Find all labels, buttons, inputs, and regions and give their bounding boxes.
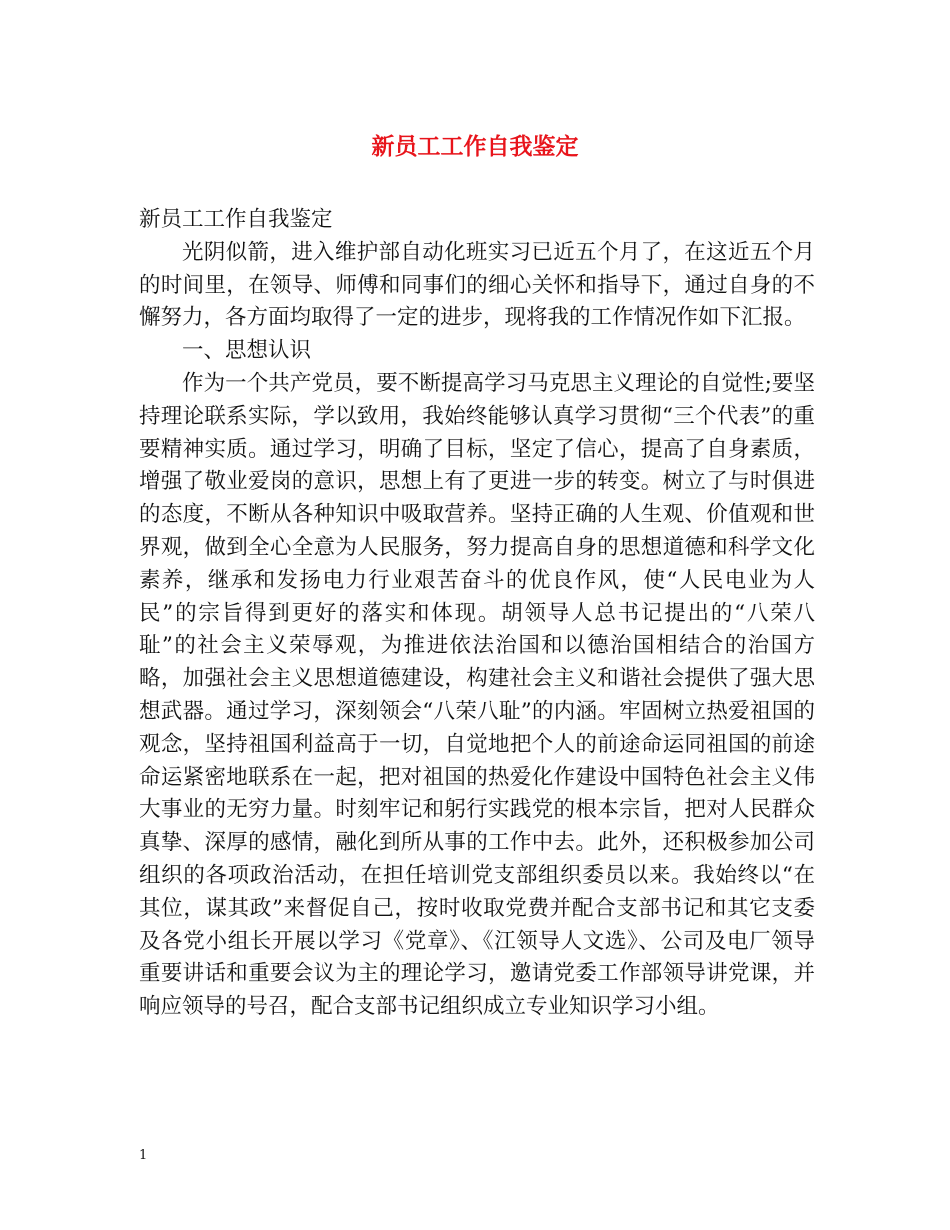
- document-body: [139, 204, 815, 1024]
- page-number: 1: [139, 1148, 148, 1163]
- document-title: 新员工工作自我鉴定: [371, 133, 579, 160]
- paragraph-ideology: 作为一个共产党员，要不断提高学习马克思主义理论的自觉性;要坚持理论联系实际，学以致用，我始终能够认真学习贯彻“三个代表”的重要精神实质。通过学习，明确了目标，坚定了信心，提高了自身素质，增强了敬业爱岗的意识，思想上有了更进一步的转变。树立了与时俱进的态度，不断从各种知识中吸取营养。坚持正确的人生观、价值观和世界观，做到全心全意为人民服务，努力提高自身的思想道德和科学文化素养，继承和发扬电力行业艰苦奋斗的优良作风，使“人民电业为人民”的宗旨得到更好的落实和体现。胡领导人总书记提出的“八荣八耻”的社会主义荣辱观，为推进依法治国和以德治国相结合的治国方略，加强社会主义思想道德建设，构建社会主义和谐社会提供了强大思想武器。通过学习，深刻领会“八荣八耻”的内涵。牢固树立热爱祖国的观念，坚持祖国利益高于一切，自觉地把个人的前途命运同祖国的前途命运紧密地联系在一起，把对祖国的热爱化作建设中国特色社会主义伟大事业的无穷力量。时刻牢记和躬行实践党的根本宗旨，把对人民群众真挚、深厚的感情，融化到所从事的工作中去。此外，还积极参加公司组织的各项政治活动，在担任培训党支部组织委员以来。我始终以“在其位，谋其政”来督促自己，按时收取党费并配合支部书记和其它支委及各党小组长开展以学习《党章》、《江领导人文选》、公司及电厂领导重要讲话和重要会议为主的理论学习，邀请党委工作部领导讲党课，并响应领导的号召，配合支部书记组织成立专业知识学习小组。: [139, 370, 815, 1020]
- section-heading-ideology: 一、思想认识: [182, 338, 312, 364]
- document-subtitle: 新员工工作自我鉴定: [139, 207, 333, 232]
- paragraph-intro: 光阴似箭，进入维护部自动化班实习已近五个月了，在这近五个月的时间里，在领导、师傅和同事们的细心关怀和指导下，通过自身的不懈努力，各方面均取得了一定的进步，现将我的工作情况作如下汇报。: [139, 239, 815, 331]
